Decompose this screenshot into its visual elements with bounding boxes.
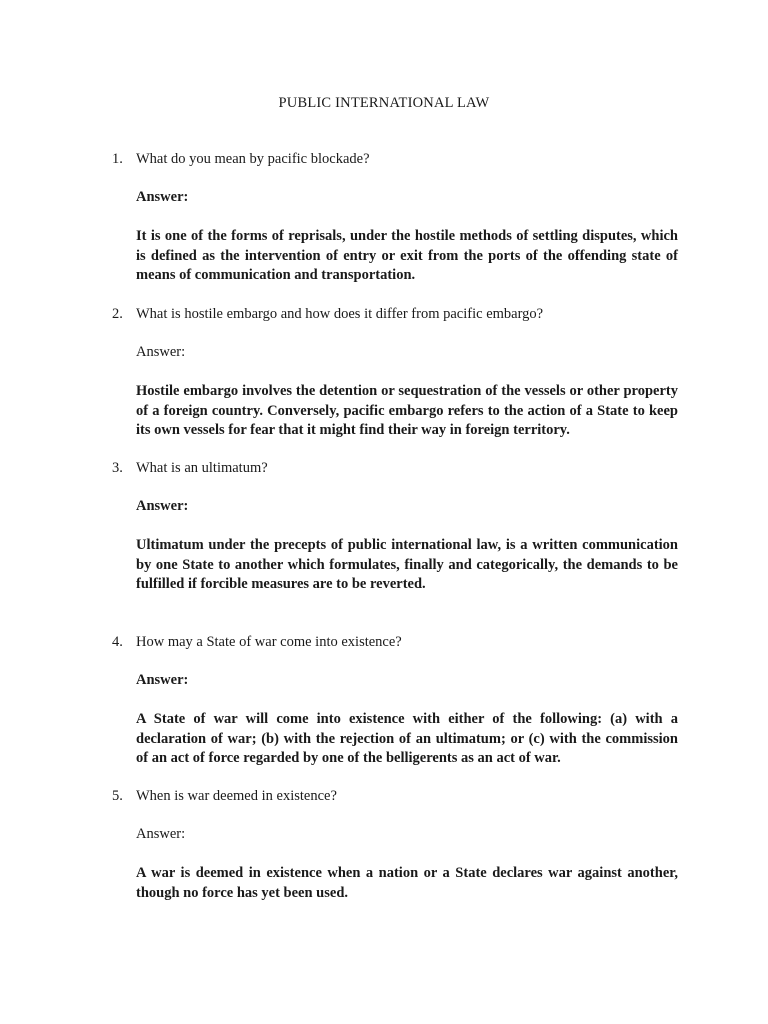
qa-item-3: [112, 458, 678, 595]
question-3: [112, 458, 678, 478]
answer-text: A State of war will come into existence with either of the following: (a) with a declaration of war; (b) with the rejection of an ultimatum; or (c) with the commission of an act of force regarded by one of the belligerents as an act of war.: [136, 711, 678, 766]
question-4: [112, 632, 678, 652]
question-number: 5.: [112, 788, 123, 804]
answer-label: Answer:: [136, 826, 186, 842]
question-text: How may a State of war come into existence?: [136, 634, 402, 650]
qa-item-4: [112, 632, 678, 769]
answer-label: Answer:: [136, 498, 189, 514]
qa-item-2: [112, 304, 678, 441]
question-5: [112, 786, 678, 806]
answer-text: A war is deemed in existence when a nation or a State declares war against another, though no force has yet been used.: [136, 865, 678, 901]
answer-label: Answer:: [136, 672, 189, 688]
qa-item-1: [112, 149, 678, 286]
question-text: What is hostile embargo and how does it differ from pacific embargo?: [136, 306, 544, 322]
question-text: What do you mean by pacific blockade?: [136, 151, 370, 167]
question-number: 3.: [112, 460, 123, 476]
answer-text: Ultimatum under the precepts of public international law, is a written communication by one State to another which formulates, finally and categorically, the demands to be fulfilled if forcible measures are to be reverted.: [136, 537, 678, 592]
answer-text: Hostile embargo involves the detention or sequestration of the vessels or other property of a foreign country. Conversely, pacific embargo refers to the action of a State to keep its own vessels for fear that it might find their way in foreign territory.: [136, 383, 678, 438]
document-title: PUBLIC INTERNATIONAL LAW: [278, 95, 490, 111]
question-number: 1.: [112, 151, 123, 167]
answer-label: Answer:: [136, 344, 186, 360]
question-text: What is an ultimatum?: [136, 460, 268, 476]
question-text: When is war deemed in existence?: [136, 788, 337, 804]
question-number: 4.: [112, 634, 123, 650]
answer-label: Answer:: [136, 189, 189, 205]
question-2: [112, 304, 678, 324]
qa-item-5: [112, 786, 678, 903]
question-1: [112, 149, 678, 169]
question-number: 2.: [112, 306, 123, 322]
answer-text: It is one of the forms of reprisals, under the hostile methods of settling disputes, which is defined as the intervention of entry or exit from the ports of the offending state of means of communication and transportation.: [136, 228, 678, 283]
